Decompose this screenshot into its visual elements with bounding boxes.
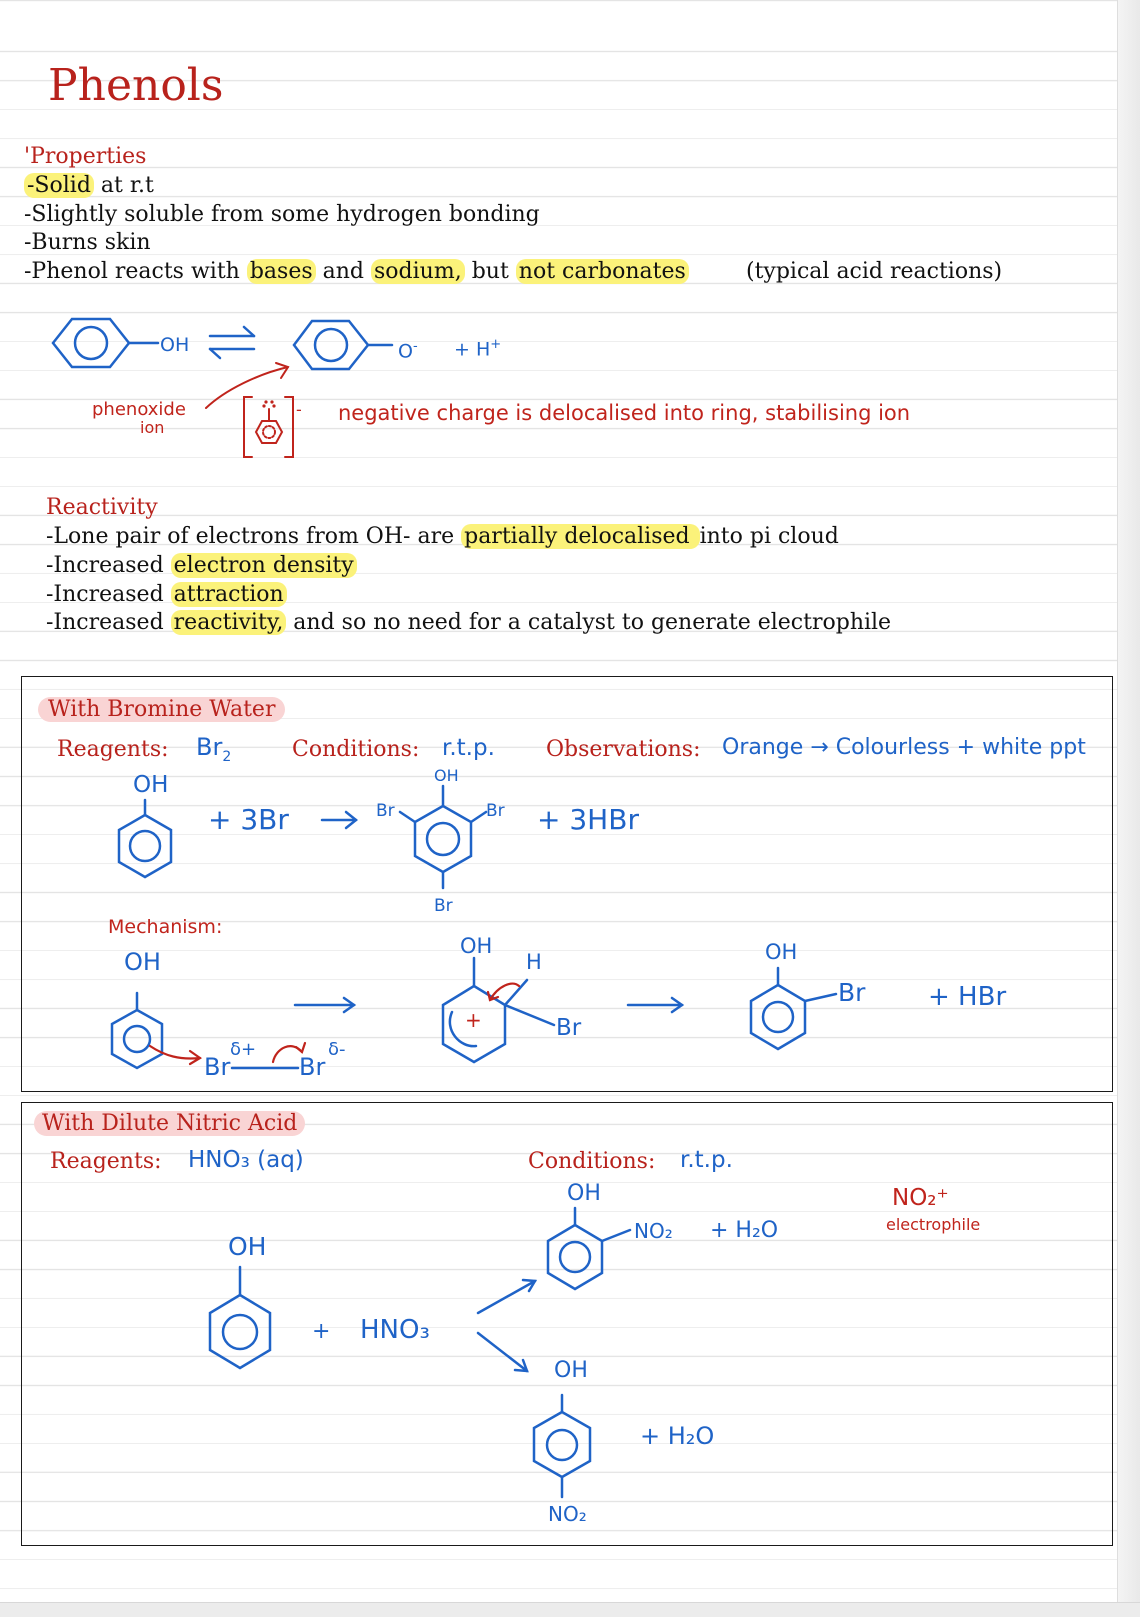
intermediate-oh: OH: [460, 934, 493, 958]
plus-3br: + 3Br: [208, 803, 289, 836]
ortho-plus-h2o: + H₂O: [710, 1218, 779, 1243]
reactivity-l3-a: -Increased: [46, 582, 171, 607]
para-plus-h2o: + H₂O: [640, 1422, 715, 1450]
highlight-electron-density: electron density: [171, 553, 357, 578]
ortho-ring: [548, 1225, 602, 1289]
plus-3hbr: + 3HBr: [537, 803, 639, 836]
reacts-text-e: but: [464, 259, 516, 284]
para-no2: NO₂: [548, 1502, 587, 1526]
phenoxide-label: phenoxide: [92, 399, 186, 420]
highlight-reactivity: reactivity,: [171, 610, 287, 635]
product-oh: OH: [765, 940, 798, 964]
para-ring-circle: [547, 1430, 577, 1460]
page-title: Phenols: [48, 60, 224, 111]
mech-br-delta-minus: Br: [299, 1053, 326, 1081]
mech-br-delta-plus: Br: [204, 1053, 231, 1081]
intermediate-plus-charge: +: [465, 1008, 482, 1032]
product-br: Br: [838, 978, 866, 1007]
tribromo-oh: OH: [434, 766, 459, 785]
nitric-reagents-value: HNO₃ (aq): [188, 1147, 304, 1173]
para-ring: [534, 1412, 590, 1477]
bromine-observations-label: Observations:: [546, 737, 701, 762]
tribromo-br-bottom: Br: [434, 896, 453, 916]
properties-heading-text: Properties: [30, 144, 147, 169]
electrophile-label: electrophile: [886, 1215, 981, 1234]
reactivity-l1-c: into pi cloud: [699, 524, 839, 549]
mechanism-label: Mechanism:: [108, 916, 223, 938]
delta-minus: δ-: [328, 1039, 346, 1060]
reactivity-l1-a: -Lone pair of electrons from OH- are: [46, 524, 462, 549]
bromine-heading-text: With Bromine Water: [38, 697, 285, 722]
reactivity-l2-a: -Increased: [46, 553, 171, 578]
ortho-ring-circle: [560, 1242, 590, 1272]
highlight-partially-delocalised: partially delocalised: [461, 524, 699, 549]
delta-plus: δ+: [230, 1039, 257, 1060]
phenoxide-o: O: [398, 340, 413, 363]
highlight-attraction: attraction: [171, 582, 287, 607]
phenol-oh-label: OH: [160, 334, 190, 356]
ortho-no2: NO₂: [634, 1219, 673, 1243]
reacts-text-c: and: [315, 259, 372, 284]
delocalisation-note: negative charge is delocalised into ring, stabilising ion: [338, 401, 911, 425]
nitric-conditions-label: Conditions:: [528, 1149, 656, 1174]
nitric-heading-text: With Dilute Nitric Acid: [34, 1111, 305, 1136]
typical-acid-note: (typical acid reactions): [746, 259, 1003, 284]
highlight-not-carbonates: not carbonates: [516, 259, 689, 284]
property-burns: -Burns skin: [24, 230, 151, 255]
highlight-sodium: sodium,: [371, 259, 465, 284]
nitric-reagents-label: Reagents:: [50, 1149, 162, 1174]
intermediate-h: H: [526, 950, 542, 974]
tribromo-br-left: Br: [376, 801, 395, 821]
bromine-conditions-value: r.t.p.: [442, 735, 495, 761]
phenoxide-minus: -: [412, 339, 418, 354]
nitric-plus: +: [312, 1319, 331, 1344]
highlight-bases: bases: [247, 259, 316, 284]
h-plus-sup: +: [490, 337, 502, 352]
intermediate-br: Br: [556, 1015, 582, 1041]
nitric-hno3: HNO₃: [360, 1315, 430, 1345]
bromine-conditions-label: Conditions:: [292, 737, 420, 762]
para-oh: OH: [554, 1358, 588, 1383]
br-sub: 2: [222, 748, 232, 765]
reactivity-l4-c: and so no need for a catalyst to generate electrophile: [286, 610, 892, 635]
bromine-reagents-label: Reagents:: [57, 737, 169, 762]
arrow-to-ortho: [478, 1281, 535, 1313]
nitric-conditions-value: r.t.p.: [680, 1147, 733, 1173]
nitric-reactant-oh: OH: [228, 1232, 267, 1261]
bracket-minus: -: [296, 400, 302, 419]
ortho-no2-bond: [602, 1230, 630, 1241]
nitric-phenol-ring: [210, 1295, 270, 1368]
reactivity-heading: Reactivity: [46, 495, 158, 520]
reactivity-l4-a: -Increased: [46, 610, 171, 635]
br-text: Br: [196, 733, 223, 761]
property-solid-rest: at r.t: [93, 173, 154, 198]
mech-oh: OH: [124, 948, 161, 976]
nitric-phenol-ring-circle: [223, 1315, 257, 1349]
heading-mark: ': [24, 144, 31, 169]
arrow-to-para: [478, 1333, 527, 1371]
no2-plus-label: NO₂⁺: [892, 1185, 949, 1211]
property-soluble: -Slightly soluble from some hydrogen bonding: [24, 202, 540, 227]
ortho-oh: OH: [567, 1181, 601, 1206]
highlight-solid: -Solid: [24, 173, 94, 198]
reacts-text-a: -Phenol reacts with: [24, 259, 247, 284]
bromine-reactant-oh: OH: [133, 772, 169, 798]
bromine-observations-value: Orange → Colourless + white ppt: [722, 735, 1086, 760]
plus-h: + H: [454, 338, 491, 361]
plus-hbr: + HBr: [928, 982, 1007, 1012]
tribromo-br-right: Br: [486, 801, 505, 821]
ion-label: ion: [140, 418, 165, 437]
